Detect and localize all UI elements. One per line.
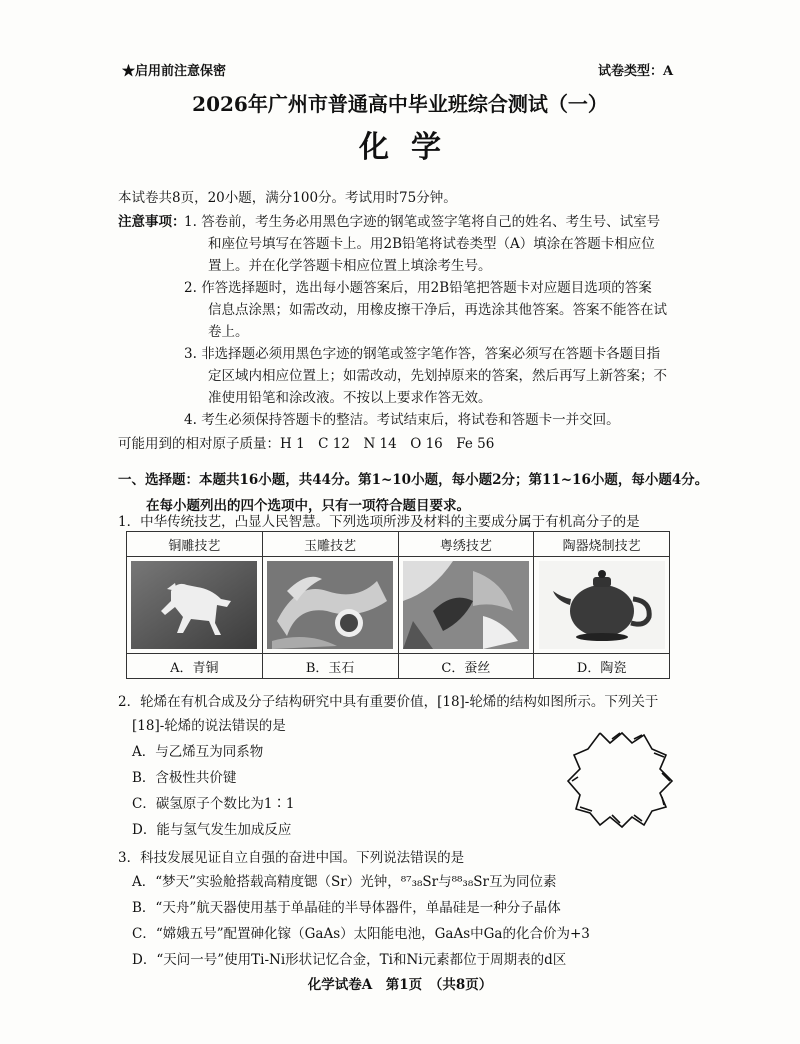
q2-option-b: B．含极性共价键	[132, 770, 237, 786]
q1-header-d: 陶器烧制技艺	[534, 532, 670, 557]
q1-stem: 1．中华传统技艺，凸显人民智慧。下列选项所涉及材料的主要成分属于有机高分子的是	[118, 514, 640, 530]
note-item-2: 2. 作答选择题时，选出每小题答案后，用2B铅笔把答题卡对应题目选项的答案	[184, 280, 652, 296]
q2-option-d: D．能与氢气发生加成反应	[132, 822, 292, 838]
q3-option-a: A．“梦天”实验舱搭载高精度锶（Sr）光钟，⁸⁷₃₈Sr与⁸⁸₃₈Sr互为同位素	[132, 874, 557, 890]
exam-title: 2026年广州市普通高中毕业班综合测试（一）	[192, 92, 608, 116]
q2-option-c: C．碳氢原子个数比为1∶1	[132, 796, 295, 812]
note-item-4: 4. 考生必须保持答题卡的整洁。考试结束后，将试卷和答题卡一并交回。	[184, 412, 620, 428]
bronze-horse-icon	[131, 561, 257, 649]
atomic-masses: 可能用到的相对原子质量：H 1 C 12 N 14 O 16 Fe 56	[118, 436, 495, 452]
q1-option-b: B．玉石	[262, 654, 398, 679]
q2-stem-line-2: [18]-轮烯的说法错误的是	[132, 718, 286, 734]
note-item-1-line-2: 和座位号填写在答题卡上。用2B铅笔将试卷类型（A）填涂在答题卡相应位	[208, 236, 655, 252]
q1-header-c: 粤绣技艺	[398, 532, 534, 557]
annulene-structure-diagram	[560, 725, 680, 835]
q3-option-b: B．“天舟”航天器使用基于单晶硅的半导体器件，单晶硅是一种分子晶体	[132, 900, 561, 916]
q1-option-c: C．蚕丝	[398, 654, 534, 679]
q2-option-a: A．与乙烯互为同系物	[132, 744, 264, 760]
note-item-1: 1. 答卷前，考生务必用黑色字迹的钢笔或签字笔将自己的姓名、考生号、试室号	[184, 214, 661, 230]
jade-carving-icon	[267, 561, 393, 649]
q1-option-a: A．青铜	[127, 654, 263, 679]
paper-type: 试卷类型：A	[598, 64, 674, 79]
q2-stem-line-1: 2．轮烯在有机合成及分子结构研究中具有重要价值，[18]-轮烯的结构如图所示。下列关于	[118, 694, 659, 710]
q3-option-c: C．“嫦娥五号”配置砷化镓（GaAs）太阳能电池，GaAs中Ga的化合价为+3	[132, 926, 590, 942]
subject-title: 化学	[359, 130, 463, 165]
q3-stem: 3．科技发展见证自立自强的奋进中国。下列说法错误的是	[118, 850, 465, 866]
note-item-3-line-3: 准使用铅笔和涂改液。不按以上要求作答无效。	[208, 390, 492, 406]
teapot-icon	[539, 561, 665, 649]
note-item-1-line-3: 置上。并在化学答题卡相应位置上填涂考生号。	[208, 258, 492, 274]
notes-label: 注意事项：	[118, 214, 186, 230]
q1-header-b: 玉雕技艺	[262, 532, 398, 557]
note-item-3-line-2: 定区域内相应位置上；如需改动，先划掉原来的答案，然后再写上新答案；不	[208, 368, 667, 384]
note-item-3: 3. 非选择题必须用黑色字迹的钢笔或签字笔作答，答案必须写在答题卡各题目指	[184, 346, 661, 362]
q1-header-a: 铜雕技艺	[127, 532, 263, 557]
q3-option-d: D．“天问一号”使用Ti-Ni形状记忆合金，Ti和Ni元素都位于周期表的d区	[132, 952, 567, 968]
note-item-2-line-2: 信息点涂黑；如需改动，用橡皮擦干净后，再选涂其他答案。答案不能答在试	[208, 302, 667, 318]
q1-option-d: D．陶瓷	[534, 654, 670, 679]
q1-options-table	[126, 531, 670, 679]
page-footer: 化学试卷A 第1页 （共8页）	[307, 977, 493, 993]
confidential-mark: ★启用前注意保密	[122, 64, 227, 79]
embroidery-icon	[403, 561, 529, 649]
section-instruction: 在每小题列出的四个选项中，只有一项符合题目要求。	[146, 498, 470, 514]
section-heading: 一、选择题：本题共16小题，共44分。第1~10小题，每小题2分；第11~16小题，每小题4分。	[118, 472, 709, 488]
intro-text: 本试卷共8页，20小题，满分100分。考试用时75分钟。	[118, 190, 457, 206]
note-item-2-line-3: 卷上。	[208, 324, 249, 340]
